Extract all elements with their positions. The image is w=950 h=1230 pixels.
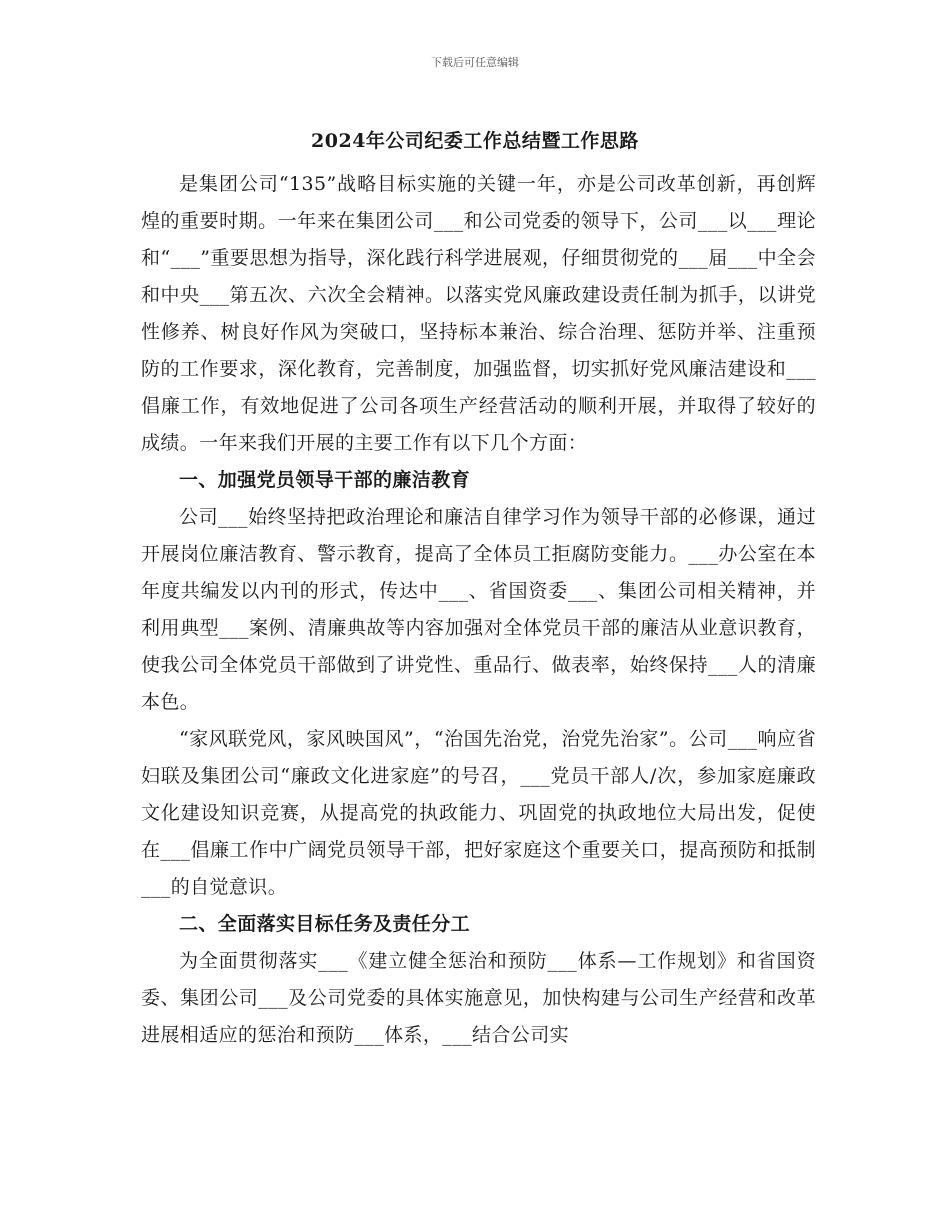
paragraph-education: 公司___始终坚持把政治理论和廉洁自律学习作为领导干部的必修课，通过开展岗位廉洁教育、警示教育，提高了全体员工拒腐防变能力。___办公室在本年度共编发以内刊的形式，传达中___、省国资委___、集团公司相关精神，并利用典型___案例、清廉典故等内容加强对全体党员干部的廉洁从业意识教育，使我公司全体党员干部做到了讲党性、重品行、做表率，始终保持___人的清廉本色。 xyxy=(141,506,816,713)
section-heading-2: 二、全面落实目标任务及责任分工 xyxy=(179,913,471,935)
document-body xyxy=(141,166,816,1054)
paragraph-family-style: “家风联党风，家风映国风”，“治国先治党，治党先治家”。公司___响应省妇联及集团公司“廉政文化进家庭”的号召，___党员干部人/次，参加家庭廉政文化建设知识竞赛，从提高党的执政能力、巩固党的执政地位大局出发，促使在___倡廉工作中广阔党员领导干部，把好家庭这个重要关口，提高预防和抵制___的自觉意识。 xyxy=(141,728,816,898)
paragraph-intro: 是集团公司“135”战略目标实施的关键一年，亦是公司改革创新，再创辉煌的重要时期。一年来在集团公司___和公司党委的领导下，公司___以___理论和“___”重要思想为指导，深化践行科学进展观，仔细贯彻党的___届___中全会和中央___第五次、六次全会精神。以落实党风廉政建设责任制为抓手，以讲党性修养、树良好作风为突破口，坚持标本兼治、综合治理、惩防并举、注重预防的工作要求，深化教育，完善制度，加强监督，切实抓好党风廉洁建设和___倡廉工作，有效地促进了公司各项生产经营活动的顺利开展，并取得了较好的成绩。一年来我们开展的主要工作有以下几个方面： xyxy=(141,173,816,454)
document-title: 2024年公司纪委工作总结暨工作思路 xyxy=(311,130,639,152)
header-note: 下载后可任意编辑 xyxy=(431,56,519,69)
paragraph-implementation: 为全面贯彻落实___《建立健全惩治和预防___体系—工作规划》和省国资委、集团公司___及公司党委的具体实施意见，加快构建与公司生产经营和改革进展相适应的惩治和预防___体系，___结合公司实 xyxy=(141,950,816,1046)
section-heading-1: 一、加强党员领导干部的廉洁教育 xyxy=(179,469,471,491)
